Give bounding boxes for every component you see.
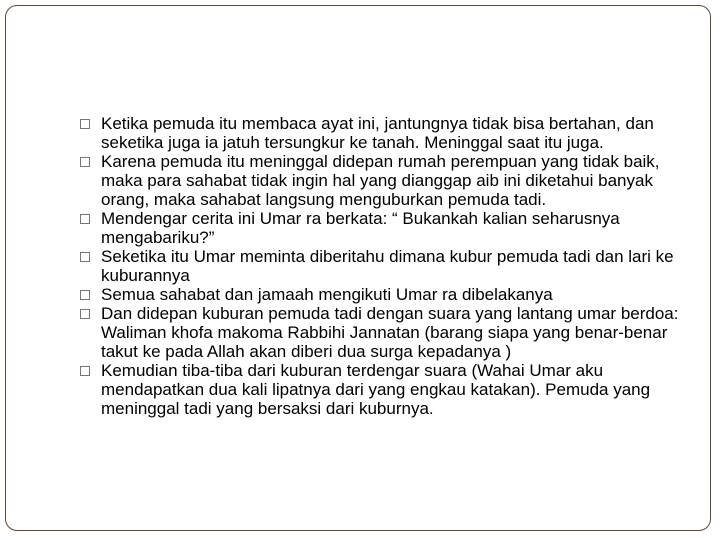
bullet-text: Ketika pemuda itu membaca ayat ini, jantungnya tidak bisa bertahan, dan seketika juga ia jatuh tersungkur ke tanah. Meninggal saat itu juga.	[101, 114, 654, 152]
list-item	[80, 247, 690, 285]
list-item	[80, 114, 690, 152]
square-bullet-icon	[80, 157, 90, 167]
square-bullet-icon	[80, 252, 90, 262]
square-bullet-icon	[80, 214, 90, 224]
square-bullet-icon	[80, 290, 90, 300]
list-item	[80, 285, 690, 304]
list-item	[80, 152, 690, 209]
square-bullet-icon	[80, 119, 90, 129]
list-item	[80, 209, 690, 247]
bullet-text: Semua sahabat dan jamaah mengikuti Umar ra dibelakanya	[101, 285, 553, 304]
bullet-text: Kemudian tiba-tiba dari kuburan terdengar suara (Wahai Umar aku mendapatkan dua kali lipatnya dari yang engkau katakan). Pemuda yang meninggal tadi yang bersaksi dari kuburnya.	[101, 361, 651, 418]
bullet-text: Karena pemuda itu meninggal didepan rumah perempuan yang tidak baik, maka para sahabat tidak ingin hal yang dianggap aib ini diketahui banyak orang, maka sahabat langsung menguburkan pemuda tadi.	[101, 152, 660, 209]
list-item	[80, 361, 690, 418]
list-item	[80, 304, 690, 361]
square-bullet-icon	[80, 309, 90, 319]
bullet-text: Seketika itu Umar meminta diberitahu dimana kubur pemuda tadi dan lari ke kuburannya	[101, 247, 674, 285]
bullet-text: Mendengar cerita ini Umar ra berkata: “ Bukankah kalian seharusnya mengabariku?”	[101, 209, 620, 247]
bullet-text: Dan didepan kuburan pemuda tadi dengan suara yang lantang umar berdoa: Waliman khofa makoma Rabbihi Jannatan (barang siapa yang benar-benar takut ke pada Allah akan diberi dua surga kepadanya )	[101, 304, 679, 361]
bullet-list	[80, 114, 690, 418]
square-bullet-icon	[80, 366, 90, 376]
